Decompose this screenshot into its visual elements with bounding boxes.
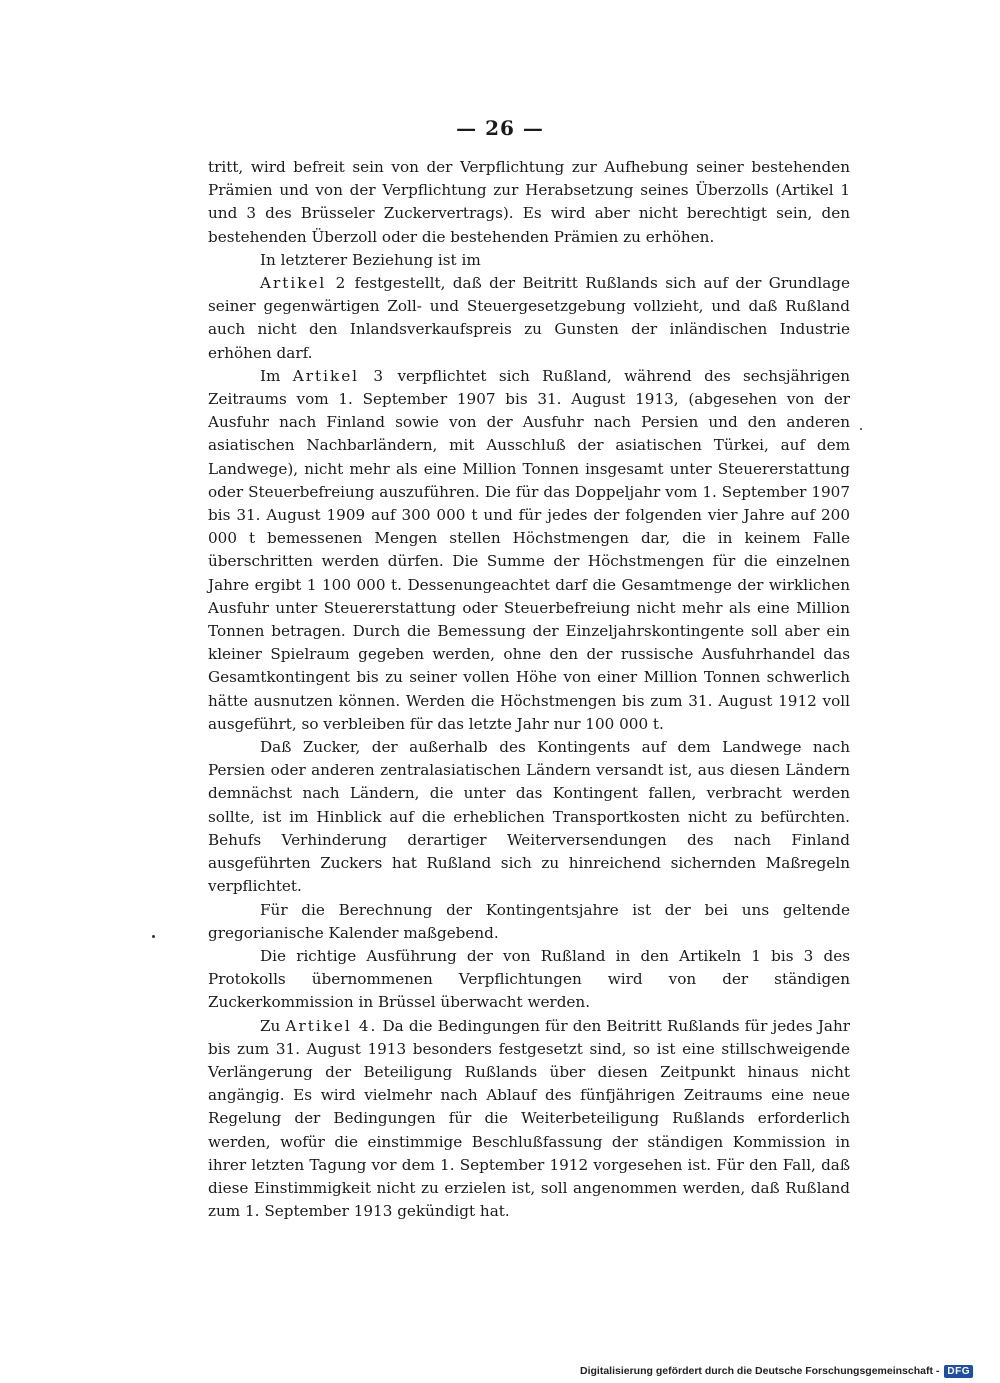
paragraph-text: Die richtige Ausführung der von Rußland in den Artikeln 1 bis 3 des Protokolls übernommenen Verpflichtungen wird von der ständigen Zuckerkommission in Brüssel überwacht werden. [208, 946, 850, 1012]
paragraph [208, 249, 850, 272]
article-heading: Artikel 4. [285, 1016, 378, 1035]
paragraph-text: Für die Berechnung der Kontingentsjahre ist der bei uns geltende gregorianische Kalender maßgebend. [208, 900, 850, 942]
paragraph [208, 272, 850, 365]
paragraph [208, 156, 850, 249]
scan-speck [860, 428, 862, 430]
paragraph [208, 945, 850, 1015]
article-heading: Artikel 3 [292, 366, 386, 385]
credit-text: Digitalisierung gefördert durch die Deutsche Forschungsgemeinschaft - [580, 1365, 940, 1377]
paragraph-text: Daß Zucker, der außerhalb des Kontingents auf dem Landwege nach Persien oder anderen zentralasiatischen Ländern versandt ist, aus diesen Ländern demnächst nach Ländern, die unter das Kontingent fallen, verbracht werden sollte, ist im Hinblick auf die erheblichen Transportkosten nicht zu befürchten. Behufs Verhinderung derartiger Weiterversendungen des nach Finland ausgeführten Zuckers hat Rußland sich zu hinreichend sichernden Maßregeln verpflichtet. [208, 738, 850, 896]
document-body [208, 156, 850, 1223]
paragraph-text: tritt, wird befreit sein von der Verpflichtung zur Aufhebung seiner bestehenden Prämien und von der Verpflichtung zur Herabsetzung seines Überzolls (Artikel 1 und 3 des Brüsseler Zuckervertrags). Es wird aber nicht berechtigt sein, den bestehenden Überzoll oder die bestehenden Prämien zu erhöhen. [208, 158, 850, 246]
article-heading: Artikel 2 [260, 274, 348, 293]
digitization-credit [580, 1363, 973, 1379]
dfg-logo: DFG [944, 1365, 973, 1378]
scan-speck [152, 935, 155, 938]
page-number: — 26 — [456, 116, 544, 140]
paragraph-lead: Im [260, 366, 281, 385]
paragraph [208, 365, 850, 736]
paragraph-text: verpflichtet sich Rußland, während des sechsjährigen Zeitraums vom 1. September 1907 bis 31. August 1913, (abgesehen von der Ausfuhr nach Finland sowie von der Ausfuhr nach Persien und den anderen asiatischen Nachbarländern, mit Ausschluß der asiatischen Türkei, auf dem Landwege), nicht mehr als eine Million Tonnen insgesamt unter Steuererstattung oder Steuerbefreiung auszuführen. Die für das Doppeljahr vom 1. September 1907 bis 31. August 1909 auf 300 000 t und für jedes der folgenden vier Jahre auf 200 000 t bemessenen Mengen stellen Höchstmengen dar, die in keinem Falle überschritten werden dürfen. Die Summe der Höchstmengen für die einzelnen Jahre ergibt 1 100 000 t. Dessenungeachtet darf die Gesamtmenge der wirklichen Ausfuhr unter Steuererstattung oder Steuerbefreiung nicht mehr als eine Million Tonnen betragen. Durch die Bemessung der Einzeljahrskontingente soll aber ein kleiner Spielraum gegeben werden, ohne den der russische Ausfuhrhandel das Gesamtkontingent bis zu seiner vollen Höhe von einer Million Tonnen schwerlich hätte ausnutzen können. Werden die Höchstmengen bis zum 31. August 1912 voll ausgeführt, so verbleiben für das letzte Jahr nur 100 000 t. [208, 366, 851, 733]
paragraph-text: festgestellt, daß der Beitritt Rußlands sich auf der Grundlage seiner gegenwärtigen Zoll- und Steuergesetzgebung vollzieht, und daß Rußland auch nicht den Inlandsverkaufspreis zu Gunsten der inländischen Industrie erhöhen darf. [208, 274, 851, 362]
paragraph-lead: Zu [260, 1016, 281, 1035]
paragraph-text: In letzterer Beziehung ist im [260, 250, 481, 269]
paragraph [208, 736, 850, 898]
paragraph-text: Da die Bedingungen für den Beitritt Rußlands für jedes Jahr bis zum 31. August 1913 besonders festgesetzt sind, so ist eine stillschweigende Verlängerung der Beteiligung Rußlands über diesen Zeitpunkt hinaus nicht angängig. Es wird vielmehr nach Ablauf des fünfjährigen Zeitraums eine neue Regelung der Bedingungen für die Weiterbeteiligung Rußlands erforderlich werden, wofür die einstimmige Beschlußfassung der ständigen Kommission in ihrer letzten Tagung vor dem 1. September 1912 vorgesehen ist. Für den Fall, daß diese Einstimmigkeit nicht zu erzielen ist, soll angenommen werden, daß Rußland zum 1. September 1913 gekündigt hat. [208, 1016, 851, 1221]
paragraph [208, 1015, 850, 1224]
paragraph [208, 899, 850, 945]
